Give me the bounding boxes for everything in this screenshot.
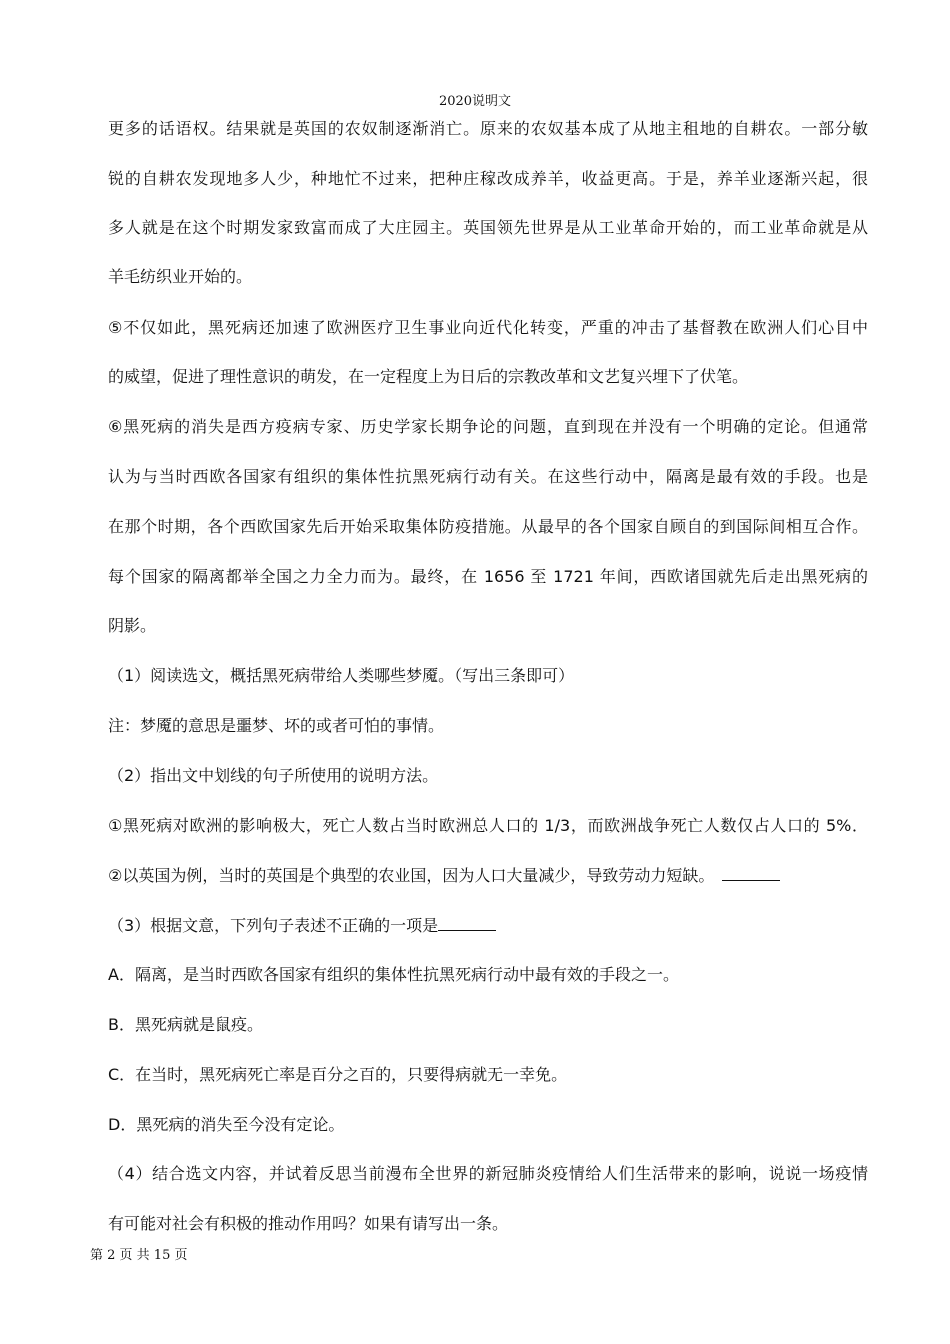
passage-line: 更多的话语权。结果就是英国的农奴制逐渐消亡。原来的农奴基本成了从地主租地的自耕农。一部分敏 [108, 119, 868, 138]
page-header: 2020说明文 [438, 94, 512, 109]
question-1-note: 注：梦魇的意思是噩梦、坏的或者可怕的事情。 [108, 716, 445, 735]
passage-line: 锐的自耕农发现地多人少，种地忙不过来，把种庄稼改成养羊，收益更高。于是，养羊业逐渐兴起，很 [108, 169, 868, 188]
option-a: A．隔离，是当时西欧各国家有组织的集体性抗黑死病行动中最有效的手段之一。 [108, 965, 679, 984]
question-2-sentence-2-row [108, 862, 868, 888]
question-1: （1）阅读选文，概括黑死病带给人类哪些梦魇。（写出三条即可） [108, 666, 575, 685]
question-3: （3）根据文意，下列句子表述不正确的一项是 [108, 916, 439, 935]
question-4-line: （4）结合选文内容，并试着反思当前漫布全世界的新冠肺炎疫情给人们生活带来的影响，说说一场疫情 [108, 1164, 868, 1183]
paragraph-6-line: ⑥黑死病的消失是西方疫病专家、历史学家长期争论的问题，直到现在并没有一个明确的定论。但通常 [108, 417, 868, 436]
question-4-line: 有可能对社会有积极的推动作用吗？如果有请写出一条。 [108, 1214, 509, 1233]
passage-line: 多人就是在这个时期发家致富而成了大庄园主。英国领先世界是从工业革命开始的，而工业革命就是从 [108, 218, 868, 237]
option-d: D．黑死病的消失至今没有定论。 [108, 1115, 345, 1134]
question-3-row [108, 912, 868, 938]
answer-blank[interactable] [438, 912, 496, 931]
paragraph-6-line: 每个国家的隔离都举全国之力全力而为。最终，在 1656 至 1721 年间，西欧诸国就先后走出黑死病的 [108, 567, 868, 586]
question-2: （2）指出文中划线的句子所使用的说明方法。 [108, 766, 439, 785]
paragraph-6-line: 认为与当时西欧各国家有组织的集体性抗黑死病行动有关。在这些行动中，隔离是最有效的手段。也是 [108, 467, 868, 486]
paragraph-6-line: 在那个时期，各个西欧国家先后开始采取集体防疫措施。从最早的各个国家自顾自的到国际间相互合作。 [108, 517, 868, 536]
paragraph-5-line: 的威望，促进了理性意识的萌发，在一定程度上为日后的宗教改革和文艺复兴埋下了伏笔。 [108, 367, 749, 386]
passage-line: 羊毛纺织业开始的。 [108, 267, 253, 286]
answer-blank[interactable] [722, 862, 780, 881]
page-footer: 第 2 页 共 15 页 [90, 1248, 188, 1263]
question-2-sentence-1: ①黑死病对欧洲的影响极大，死亡人数占当时欧洲总人口的 1/3，而欧洲战争死亡人数仅占人口的 5%． [108, 816, 868, 835]
option-b: B．黑死病就是鼠疫。 [108, 1015, 263, 1034]
option-c: C．在当时，黑死病死亡率是百分之百的，只要得病就无一幸免。 [108, 1065, 568, 1084]
question-2-sentence-2: ②以英国为例，当时的英国是个典型的农业国，因为人口大量减少，导致劳动力短缺。 [108, 866, 715, 885]
paragraph-6-line: 阴影。 [108, 616, 157, 635]
paragraph-5-line: ⑤不仅如此，黑死病还加速了欧洲医疗卫生事业向近代化转变，严重的冲击了基督教在欧洲人们心目中 [108, 318, 868, 337]
